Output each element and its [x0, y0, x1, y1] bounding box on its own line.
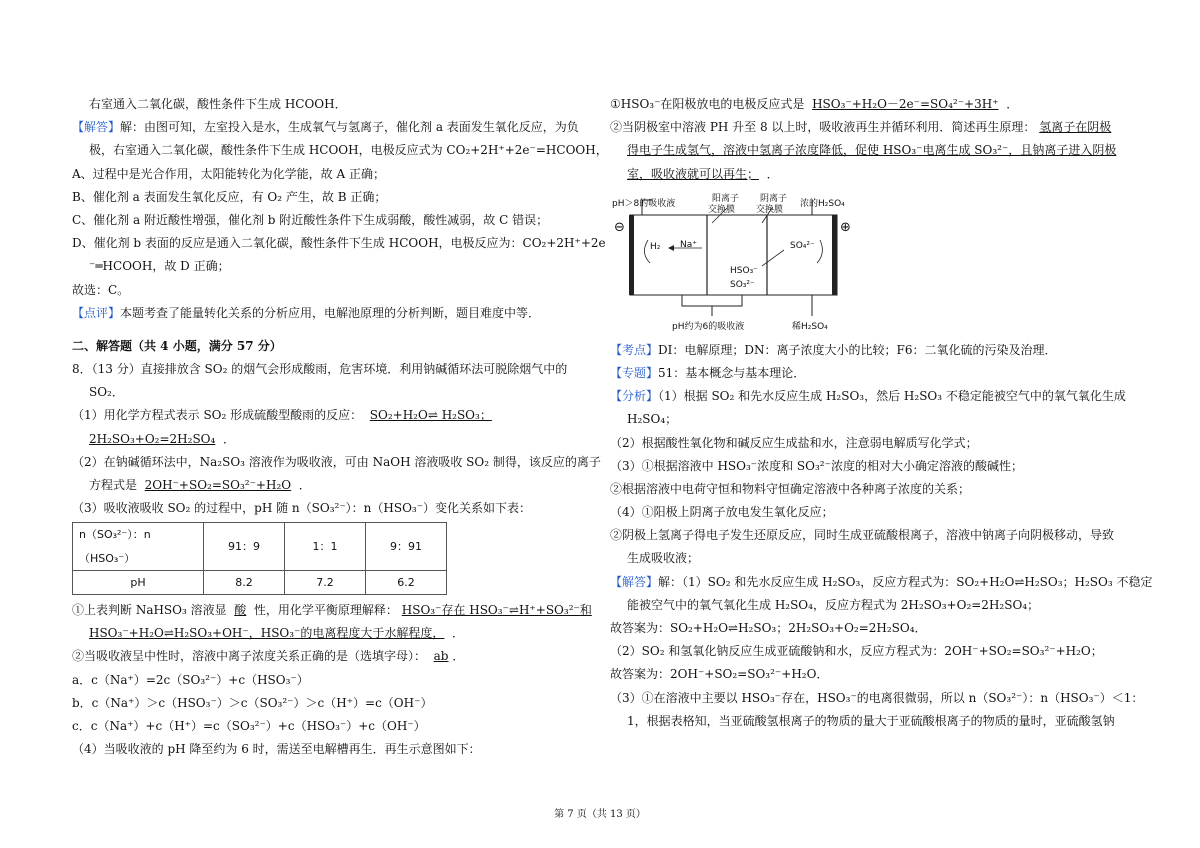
text-line: 故选：C。: [72, 282, 130, 297]
text-line: 51：基本概念与基本理论．: [658, 365, 806, 380]
text-line: 解：（1）SO₂ 和先水反应生成 H₂SO₃，反应方程式为：SO₂+H₂O⇌H₂SO₃；H₂SO₃ 不稳定: [658, 574, 1153, 589]
text-line: （2）根据酸性氧化物和碱反应生成盐和水，注意弱电解质写化学式；: [610, 435, 978, 450]
page-footer: 第 7 页（共 13 页）: [554, 809, 646, 820]
question-text: （4）当吸收液的 pH 降至约为 6 时，需送至电解槽再生．再生示意图如下：: [72, 742, 481, 757]
ph-table: [72, 522, 447, 595]
punct: ．: [222, 431, 235, 446]
answer-blank: 氢离子在阴极: [1039, 120, 1112, 135]
punct: ．: [766, 166, 779, 181]
answer-blank: 2H₂SO₃+O₂=2H₂SO₄: [89, 431, 216, 446]
minus-icon: ⊖: [614, 219, 625, 235]
table-cell: 6.2: [366, 570, 447, 594]
jieda-tag: 【解答】: [610, 574, 659, 589]
option-a: a．c（Na⁺）=2c（SO₃²⁻）+c（HSO₃⁻）: [72, 672, 309, 687]
fig-label-exch2: 交换膜: [756, 204, 784, 215]
text-line: C、催化剂 a 附近酸性增强，催化剂 b 附近酸性条件下生成弱酸，酸性减弱，故 C 错误；: [72, 212, 549, 227]
text-line: 极，右室通入二氧化碳，酸性条件下生成 HCOOH，电极反应式为 CO₂+2H⁺+2e⁻=HCOOH，: [89, 143, 608, 158]
text-line: A、过程中是光合作用，太阳能转化为化学能，故 A 正确；: [72, 166, 385, 181]
answer-blank: 酸: [234, 602, 247, 617]
table-cell: 8.2: [204, 570, 285, 594]
text-line: D、催化剂 b 表面的反应是通入二氧化碳，酸性条件下生成 HCOOH，电极反应为：CO₂+2H⁺+2e: [72, 236, 606, 251]
text-line: 故答案为：SO₂+H₂O⇌H₂SO₃；2H₂SO₃+O₂=2H₂SO₄．: [610, 621, 927, 635]
comment-tag: 【点评】: [72, 305, 121, 320]
answer-blank: 2OH⁻+SO₂=SO₃²⁻+H₂O: [144, 478, 292, 492]
question-text: 性，用化学平衡原理解释：: [253, 602, 398, 617]
table-cell: 1：1: [285, 523, 366, 570]
fig-label-cation: 阳离子: [712, 193, 740, 204]
answer-blank: SO₂+H₂O⇌ H₂SO₃；: [369, 408, 492, 423]
text-line: ②根据溶液中电荷守恒和物料守恒确定溶液中各种离子浓度的关系；: [610, 481, 971, 496]
left-column: [72, 93, 608, 761]
so4-arrow: [817, 240, 822, 263]
text-line: 故答案为：2OH⁻+SO₂=SO₃²⁻+H₂O．: [610, 667, 829, 682]
text-line: 1，根据表格知，当亚硫酸氢根离子的物质的量大于亚硫酸根离子的物质的量时，亚硫酸氢钠: [627, 713, 1115, 728]
plus-icon: ⊕: [840, 219, 851, 235]
section-heading: 二、解答题（共 4 小题，满分 57 分）: [72, 338, 282, 353]
question-text: ②当阴极室中溶液 PH 升至 8 以上时，吸收液再生并循环利用．简述再生原理：: [610, 120, 1036, 135]
kaodian-tag: 【考点】: [610, 342, 659, 357]
text-line: 能被空气中的氧气氧化生成 H₂SO₄，反应方程式为 2H₂SO₃+O₂=2H₂SO₄；: [627, 597, 1040, 612]
question-text: 8．（13 分）直接排放含 SO₂ 的烟气会形成酸雨，危害环境．利用钠碱循环法可脱除烟气中的: [72, 362, 568, 377]
question-text: ①上表判断 NaHSO₃ 溶液显: [72, 602, 227, 617]
answer-blank: 得电子生成氢气，溶液中氢离子浓度降低，促使 HSO₃⁻电离生成 SO₃²⁻，且钠离子进入阴极: [627, 143, 1117, 158]
arrow-head: [668, 245, 674, 251]
anode: [832, 215, 837, 295]
text-line: 解：由图可知，左室投入是水，生成氧气与氢离子，催化剂 a 表面发生氧化反应，为负: [120, 120, 579, 135]
text-line: ②阴极上氢离子得电子发生还原反应，同时生成亚硫酸根离子，溶液中钠离子向阴极移动，导致: [610, 528, 1115, 543]
question-text: ①HSO₃⁻在阳极放电的电极反应式是: [610, 97, 805, 111]
punct: ．: [1006, 97, 1019, 111]
punct: ．: [452, 626, 465, 641]
hso3-arrow: [762, 250, 784, 266]
answer-blank: 室，吸收液就可以再生；: [627, 166, 760, 181]
text-line: （3）①在溶液中主要以 HSO₃⁻存在，HSO₃⁻的电离很微弱，所以 n（SO₃²⁻）：n（HSO₃⁻）＜1：: [610, 690, 1144, 705]
table-cell: 7.2: [285, 570, 366, 594]
answer-blank: HSO₃⁻+H₂O－2e⁻=SO₄²⁻+3H⁺: [812, 97, 999, 111]
table-cell: pH: [73, 570, 204, 594]
question-text: （2）在钠碱循环法中，Na₂SO₃ 溶液作为吸收液，可由 NaOH 溶液吸收 SO₂ 制得，该反应的离子: [72, 454, 601, 469]
text-line: 生成吸收液；: [627, 551, 700, 566]
text-line: B、催化剂 a 表面发生氧化反应，有 O₂ 产生，故 B 正确；: [72, 189, 387, 204]
fig-label-na: Na⁺: [680, 239, 697, 250]
fig-label-exch: 交换膜: [708, 204, 736, 215]
question-text: （1）用化学方程式表示 SO₂ 形成硫酸型酸雨的反应：: [72, 408, 363, 423]
text-line: ⁻═HCOOH，故 D 正确；: [89, 259, 230, 274]
answer-blank: HSO₃⁻+H₂O⇌H₂SO₃+OH⁻，HSO₃⁻的电离程度大于水解程度，: [89, 626, 445, 641]
punct: ．: [298, 478, 311, 492]
fig-label-hso3: HSO₃⁻: [730, 265, 758, 276]
option-b: b．c（Na⁺）＞c（HSO₃⁻）＞c（SO₃²⁻）＞c（H⁺）=c（OH⁻）: [72, 695, 433, 710]
fig-label-so3: SO₃²⁻: [730, 279, 755, 290]
table-cell: 91：9: [204, 523, 285, 570]
electrolysis-diagram: [612, 188, 862, 333]
fig-label-conc: 浓的H₂SO₄: [800, 198, 845, 209]
right-column: [610, 93, 1153, 733]
fig-label-so4: SO₄²⁻: [790, 240, 815, 251]
zhuanti-tag: 【专题】: [610, 365, 659, 380]
punct: ．: [452, 649, 465, 664]
cathode: [629, 215, 634, 295]
option-c: c．c（Na⁺）+c（H⁺）=c（SO₃²⁻）+c（HSO₃⁻）+c（OH⁻）: [72, 718, 426, 733]
table-row: [73, 570, 447, 594]
question-text: ②当吸收液呈中性时，溶液中离子浓度关系正确的是（选填字母）：: [72, 649, 427, 664]
text-line: （2）SO₂ 和氢氧化钠反应生成亚硫酸钠和水，反应方程式为：2OH⁻+SO₂=SO₃²⁻+H₂O；: [610, 644, 1103, 659]
text-line: 右室通入二氧化碳，酸性条件下生成 HCOOH．: [89, 97, 347, 111]
table-cell: n（SO₃²⁻）：n（HSO₃⁻）: [73, 523, 204, 570]
text-line: 本题考查了能量转化关系的分析应用，电解池原理的分析判断，题目难度中等．: [120, 305, 541, 320]
question-text: （3）吸收液吸收 SO₂ 的过程中，pH 随 n（SO₃²⁻）：n（HSO₃⁻）变化关系如下表：: [72, 501, 532, 516]
fig-label-h2: H₂: [650, 241, 661, 252]
text-line: （3）①根据溶液中 HSO₃⁻浓度和 SO₃²⁻浓度的相对大小确定溶液的酸碱性；: [610, 458, 1023, 473]
fenxi-tag: 【分析】: [610, 389, 659, 404]
text-line: DI：电解原理；DN：离子浓度大小的比较；F6：二氧化硫的污染及治理．: [658, 342, 1057, 357]
text-line: H₂SO₄；: [627, 412, 678, 427]
table-row: [73, 523, 447, 570]
answer-blank: HSO₃⁻存在 HSO₃⁻⇌H⁺+SO₃²⁻和: [401, 602, 592, 617]
fig-label-ph6: pH约为6的吸收液: [672, 321, 745, 332]
fig-label-ph8: pH＞8的吸收液: [612, 198, 676, 209]
answer-blank: ab: [433, 649, 449, 664]
answer-tag: 【解答】: [72, 120, 121, 135]
fig-label-dilute: 稀H₂SO₄: [792, 321, 828, 332]
text-line: （4）①阳极上阴离子放电发生氧化反应；: [610, 505, 834, 520]
table-cell: 9：91: [366, 523, 447, 570]
question-text: SO₂．: [89, 385, 124, 400]
text-line: （1）根据 SO₂ 和先水反应生成 H₂SO₃，然后 H₂SO₃ 不稳定能被空气中的氧气氧化生成: [658, 389, 1126, 404]
question-text: 方程式是: [89, 478, 138, 492]
fig-label-anion: 阴离子: [760, 193, 788, 204]
